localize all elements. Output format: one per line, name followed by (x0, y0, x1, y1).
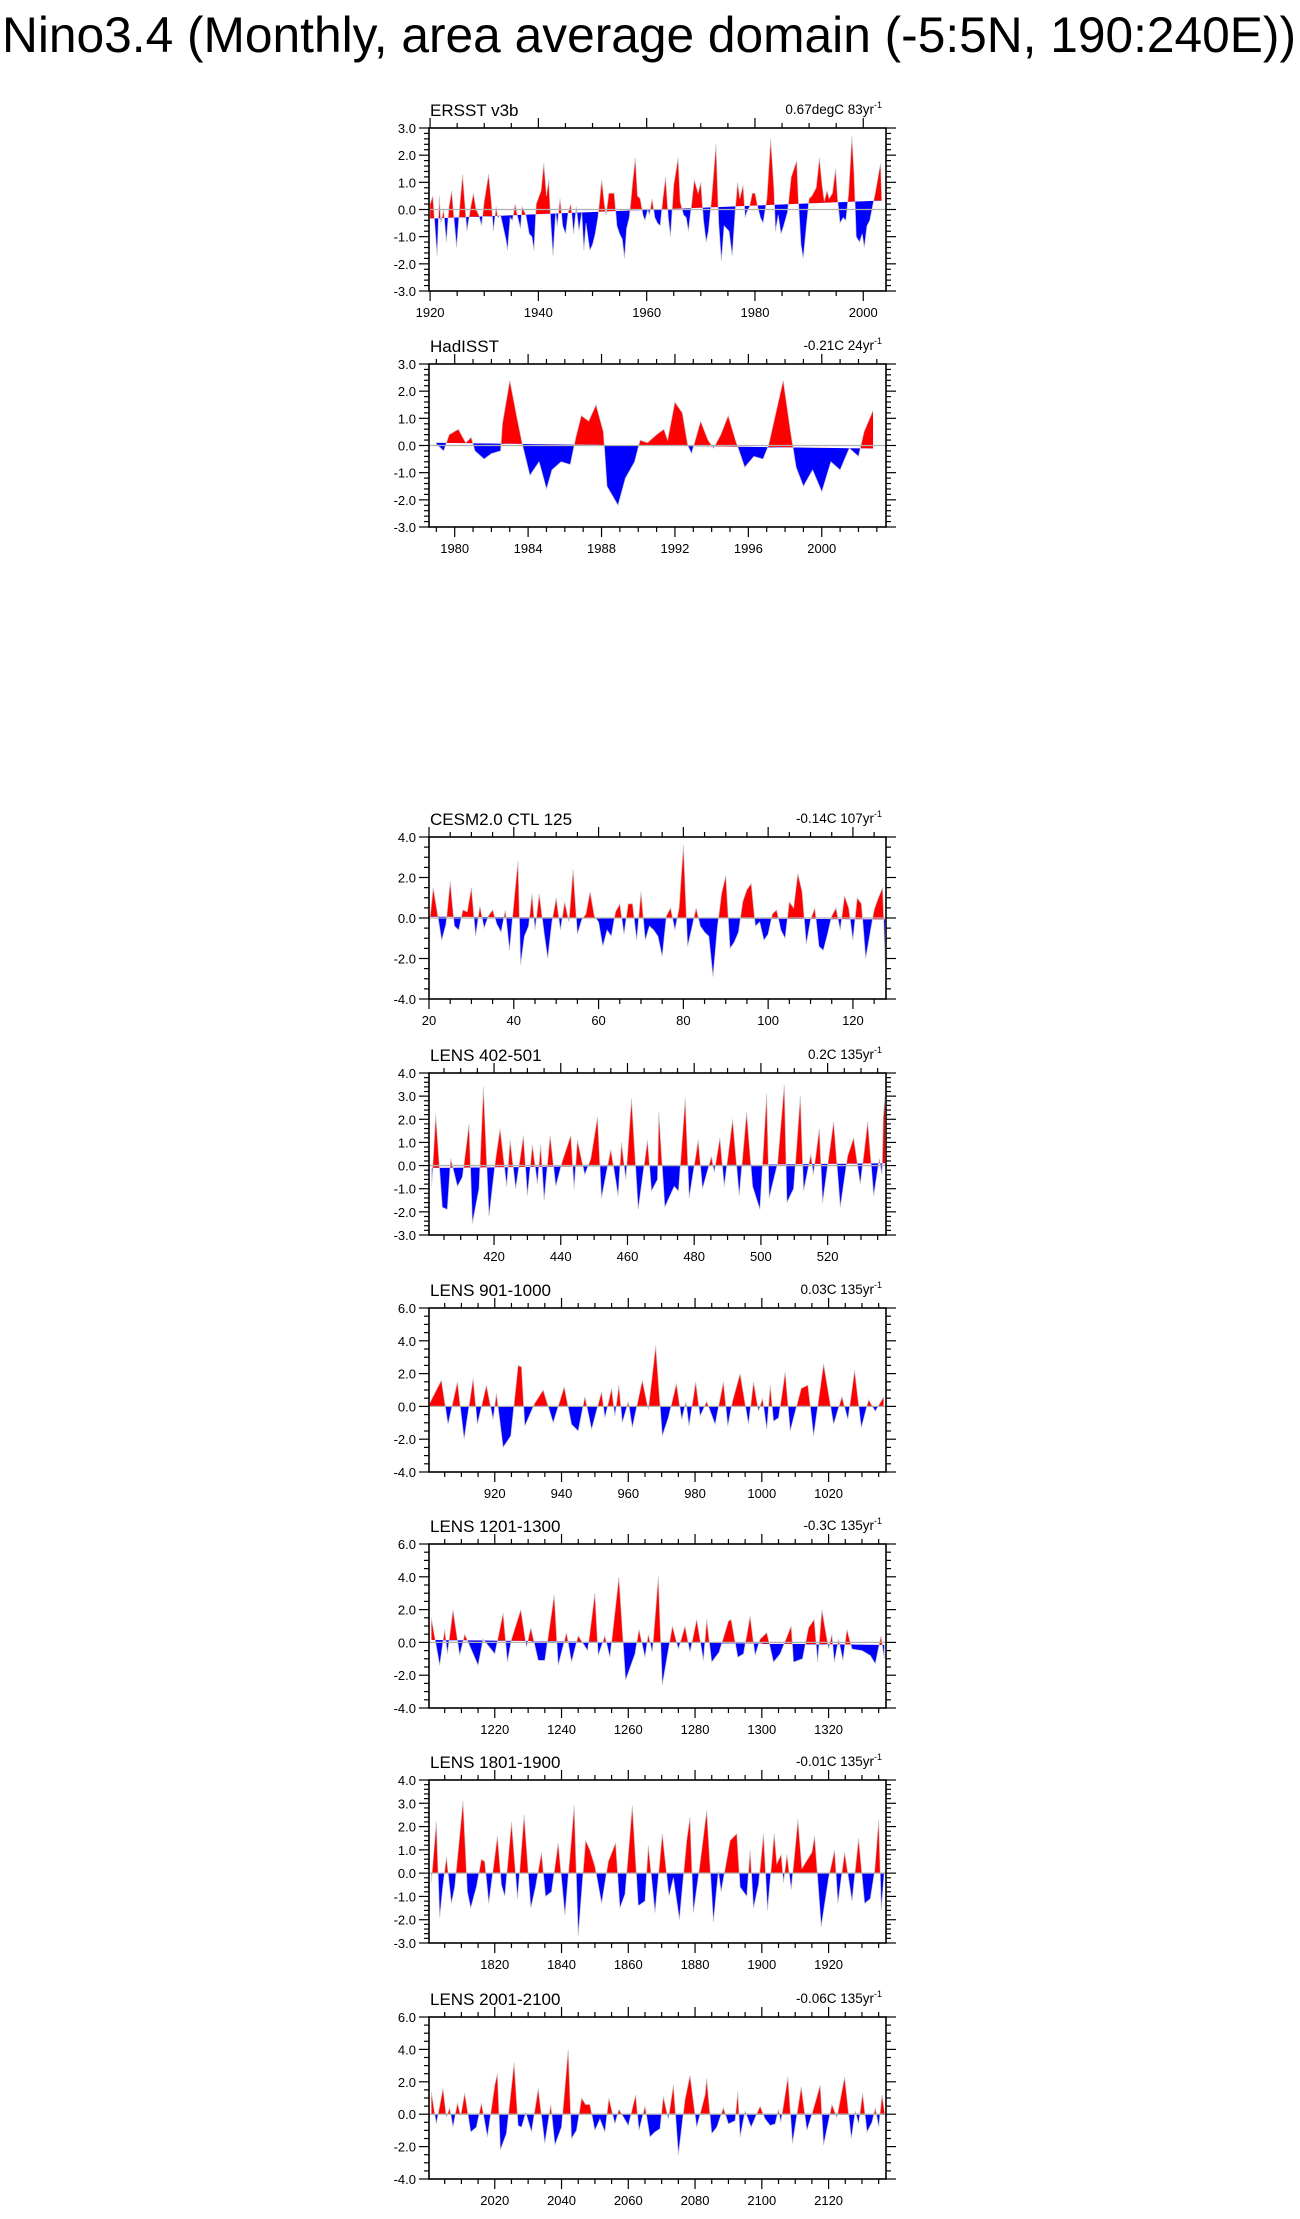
y-tick-label: 4.0 (397, 2042, 416, 2058)
panel-2 (394, 336, 896, 556)
x-tick-label: 40 (506, 1013, 522, 1028)
y-tick-label: 3.0 (397, 357, 416, 372)
x-tick-label: 1980 (440, 541, 470, 556)
y-tick-label: 0.0 (397, 1866, 416, 1882)
x-tick-label: 1984 (513, 541, 543, 556)
trend-annotation (808, 1045, 882, 1062)
trend-label-exponent: -1 (873, 1280, 882, 1290)
trend-label: 0.2C 135yr (807, 1047, 874, 1062)
y-tick-label: 2.0 (397, 384, 416, 400)
y-tick-label: 4.0 (397, 830, 416, 845)
x-tick-label: 980 (684, 1486, 706, 1501)
trend-label-exponent: -1 (873, 1045, 882, 1055)
trend-annotation (800, 1280, 882, 1297)
panel-8 (394, 1989, 896, 2208)
y-tick-label: 3.0 (397, 121, 416, 136)
y-tick-label: 6.0 (397, 2010, 416, 2025)
panel-4 (394, 1045, 896, 1264)
x-tick-label: 2000 (807, 541, 837, 556)
positive-anomaly-area (429, 845, 885, 977)
y-tick-label: 1.0 (397, 411, 416, 427)
y-tick-label: -2.0 (393, 1432, 416, 1448)
trend-label-exponent: -1 (873, 1752, 882, 1762)
panel-6 (394, 1516, 896, 1737)
y-tick-label: -2.0 (393, 951, 416, 967)
y-tick-label: -3.0 (393, 1228, 416, 1243)
x-tick-label: 460 (616, 1249, 639, 1264)
x-tick-label: 1300 (747, 1722, 777, 1737)
x-tick-label: 940 (550, 1486, 573, 1501)
y-tick-label: -4.0 (393, 992, 416, 1007)
y-tick-label: 6.0 (397, 1537, 416, 1552)
x-tick-label: 1900 (747, 1957, 777, 1972)
x-tick-label: 60 (591, 1013, 606, 1028)
x-tick-label: 2120 (814, 2193, 844, 2208)
trend-label: -0.21C 24yr (803, 338, 874, 353)
y-tick-label: -4.0 (393, 1701, 416, 1716)
x-tick-label: 1920 (814, 1957, 844, 1972)
x-tick-label: 1260 (613, 1722, 643, 1737)
x-tick-label: 420 (483, 1249, 505, 1264)
figure-title: Nino3.4 (Monthly, area average domain (-5:5N, 190:240E)) (2, 7, 1296, 63)
x-tick-label: 1320 (814, 1722, 844, 1737)
y-tick-label: -3.0 (393, 1936, 416, 1951)
y-tick-label: 0.0 (397, 1399, 416, 1415)
trend-annotation (796, 1989, 882, 2006)
x-tick-label: 1860 (613, 1957, 643, 1972)
x-tick-label: 1840 (547, 1957, 576, 1972)
x-tick-label: 1980 (740, 305, 770, 320)
panel-title: LENS 901-1000 (430, 1281, 551, 1300)
trend-label-exponent: -1 (873, 336, 882, 346)
y-tick-label: -1.0 (393, 1181, 416, 1197)
trend-annotation (796, 809, 882, 826)
y-tick-label: -1.0 (393, 1889, 416, 1905)
y-tick-label: 2.0 (397, 148, 416, 164)
x-tick-label: 80 (676, 1013, 691, 1028)
x-tick-label: 440 (549, 1249, 572, 1264)
trend-annotation (803, 336, 882, 353)
x-tick-label: 120 (842, 1013, 864, 1028)
x-tick-label: 2100 (747, 2193, 777, 2208)
negative-anomaly-area (429, 845, 885, 977)
y-tick-label: -2.0 (393, 1912, 416, 1928)
trend-label: 0.67degC 83yr (785, 102, 874, 117)
y-tick-label: -4.0 (393, 2172, 416, 2187)
trend-label: -0.06C 135yr (795, 1991, 874, 2006)
y-tick-label: 0.0 (397, 911, 416, 926)
y-tick-label: 2.0 (397, 1819, 416, 1835)
y-tick-label: -3.0 (393, 520, 416, 535)
x-tick-label: 2020 (480, 2193, 510, 2208)
x-tick-label: 100 (757, 1013, 779, 1028)
y-tick-label: 0.0 (397, 438, 416, 454)
trend-label-exponent: -1 (873, 100, 882, 110)
y-tick-label: 4.0 (397, 1569, 416, 1585)
trend-annotation (803, 1516, 882, 1533)
series-line (429, 845, 885, 977)
panel-3 (394, 809, 896, 1028)
x-tick-label: 1988 (587, 541, 616, 556)
x-tick-label: 2060 (613, 2193, 643, 2208)
x-tick-label: 520 (816, 1249, 839, 1264)
panel-7 (394, 1752, 896, 1972)
x-tick-label: 1280 (680, 1722, 710, 1737)
y-tick-label: 0.0 (397, 202, 416, 218)
x-tick-label: 1960 (632, 305, 662, 320)
panel-title: HadISST (430, 337, 499, 356)
y-tick-label: -1.0 (393, 465, 416, 481)
panel-5 (394, 1280, 896, 1501)
panel-title: LENS 402-501 (430, 1046, 542, 1065)
trend-label: 0.03C 135yr (800, 1282, 874, 1297)
y-tick-label: 1.0 (397, 1842, 416, 1858)
positive-anomaly-area (430, 136, 882, 261)
y-tick-label: -1.0 (393, 229, 416, 245)
x-tick-label: 480 (683, 1249, 706, 1264)
x-tick-label: 20 (421, 1013, 437, 1028)
y-tick-label: 2.0 (397, 2074, 416, 2090)
y-tick-label: -2.0 (393, 256, 416, 272)
y-tick-label: 1.0 (397, 1135, 416, 1151)
y-tick-label: 4.0 (397, 1333, 416, 1349)
x-tick-label: 1992 (660, 541, 690, 556)
y-tick-label: 2.0 (397, 870, 416, 886)
y-tick-label: -2.0 (393, 2139, 416, 2155)
panel-title: CESM2.0 CTL 125 (430, 810, 573, 829)
y-tick-label: 2.0 (397, 1366, 416, 1382)
y-tick-label: -2.0 (393, 1668, 416, 1684)
y-tick-label: 2.0 (397, 1112, 416, 1128)
x-tick-label: 2080 (680, 2193, 710, 2208)
trend-label-exponent: -1 (873, 1989, 882, 1999)
y-tick-label: 0.0 (397, 1158, 416, 1174)
x-tick-label: 1920 (415, 305, 445, 320)
positive-anomaly-area (431, 2049, 885, 2154)
x-tick-label: 920 (483, 1486, 506, 1501)
x-tick-label: 1880 (680, 1957, 710, 1972)
panel-1 (394, 100, 896, 320)
x-tick-label: 960 (617, 1486, 640, 1501)
y-tick-label: 2.0 (397, 1602, 416, 1618)
y-tick-label: 1.0 (397, 175, 416, 191)
y-tick-label: -2.0 (393, 492, 416, 508)
x-tick-label: 1000 (747, 1486, 777, 1501)
x-tick-label: 2000 (848, 305, 878, 320)
trend-label: -0.01C 135yr (795, 1754, 874, 1769)
trend-label-exponent: -1 (873, 1516, 882, 1526)
y-tick-label: 3.0 (397, 1796, 416, 1812)
y-tick-label: 0.0 (397, 2107, 416, 2123)
trend-label: -0.14C 107yr (795, 811, 874, 826)
panel-title: ERSST v3b (430, 101, 519, 120)
positive-anomaly-area (436, 380, 873, 505)
trend-label-exponent: -1 (873, 809, 882, 819)
panel-title: LENS 1801-1900 (430, 1753, 561, 1772)
x-tick-label: 500 (750, 1249, 772, 1264)
y-tick-label: 0.0 (397, 1635, 416, 1651)
y-tick-label: 4.0 (397, 1773, 416, 1788)
trend-label: -0.3C 135yr (803, 1518, 874, 1533)
x-tick-label: 2040 (547, 2193, 576, 2208)
x-tick-label: 1220 (480, 1722, 510, 1737)
y-tick-label: 3.0 (397, 1089, 416, 1105)
panel-title: LENS 1201-1300 (430, 1517, 561, 1536)
y-tick-label: -3.0 (393, 284, 416, 299)
y-tick-label: 4.0 (397, 1066, 416, 1081)
x-tick-label: 1020 (814, 1486, 844, 1501)
y-tick-label: -4.0 (393, 1465, 416, 1480)
trend-annotation (796, 1752, 882, 1769)
y-tick-label: -2.0 (393, 1204, 416, 1220)
x-tick-label: 1240 (547, 1722, 576, 1737)
trend-annotation (785, 100, 882, 117)
x-tick-label: 1820 (480, 1957, 510, 1972)
panel-title: LENS 2001-2100 (430, 1990, 561, 2009)
x-tick-label: 1996 (733, 541, 763, 556)
x-tick-label: 1940 (523, 305, 553, 320)
y-tick-label: 6.0 (397, 1301, 416, 1316)
positive-anomaly-area (431, 1801, 884, 1936)
